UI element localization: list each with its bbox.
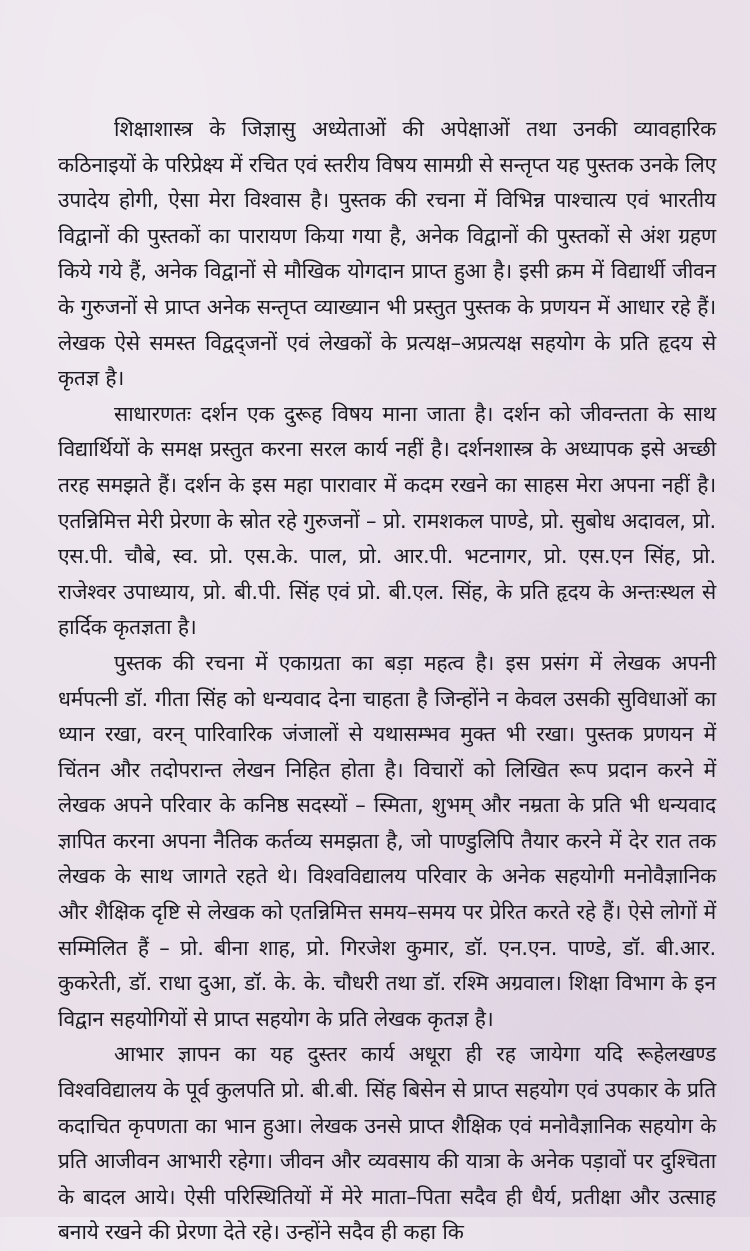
paragraph-2: साधारणतः दर्शन एक दुरूह विषय माना जाता है। दर्शन को जीवन्तता के साथ विद्यार्थियों के समक्ष प्रस्तुत करना सरल कार्य नहीं है। दर्शनशास्त्र के अध्यापक इसे अच्छी तरह समझते हैं। दर्शन के इस महा पारावार में कदम रखने का साहस मेरा अपना नहीं है। एतन्निमित्त मेरी प्रेरणा के स्रोत रहे गुरुजनों – प्रो. रामशकल पाण्डे, प्रो. सुबोध अदावल, प्रो. एस.पी. चौबे, स्व. प्रो. एस.के. पाल, प्रो. आर.पी. भटनागर, प्रो. एस.एन सिंह, प्रो. राजेश्वर उपाध्याय, प्रो. बी.पी. सिंह एवं प्रो. बी.एल. सिंह, के प्रति हृदय के अन्तःस्थल से हार्दिक कृतज्ञता है।	[58, 401, 716, 640]
paragraph-1: शिक्षाशास्त्र के जिज्ञासु अध्येताओं की अपेक्षाओं तथा उनकी व्यावहारिक कठिनाइयों के परिप्रेक्ष्य में रचित एवं स्तरीय विषय सामग्री से सन्तृप्त यह पुस्तक उनके लिए उपादेय होगी, ऐसा मेरा विश्वास है। पुस्तक की रचना में विभिन्न पाश्चात्य एवं भारतीय विद्वानों की पुस्तकों का पारायण किया गया है, अनेक विद्वानों की पुस्तकों से अंश ग्रहण किये गये हैं, अनेक विद्वानों से मौखिक योगदान प्राप्त हुआ है। इसी क्रम में विद्यार्थी जीवन के गुरुजनों से प्राप्त अनेक सन्तृप्त व्याख्यान भी प्रस्तुत पुस्तक के प्रणयन में आधार रहे हैं। लेखक ऐसे समस्त विद्वद्जनों एवं लेखकों के प्रत्यक्ष–अप्रत्यक्ष सहयोग के प्रति हृदय से कृतज्ञ है।	[58, 117, 716, 391]
paragraph-3: पुस्तक की रचना में एकाग्रता का बड़ा महत्व है। इस प्रसंग में लेखक अपनी धर्मपत्नी डॉ. गीता सिंह को धन्यवाद देना चाहता है जिन्होंने न केवल उसकी सुविधाओं का ध्यान रखा, वरन् पारिवारिक जंजालों से यथासम्भव मुक्त भी रखा। पुस्तक प्रणयन में चिंतन और तदोपरान्त लेखन निहित होता है। विचारों को लिखित रूप प्रदान करने में लेखक अपने परिवार के कनिष्ठ सदस्यों – स्मिता, शुभम् और नम्रता के प्रति भी धन्यवाद ज्ञापित करना अपना नैतिक कर्तव्य समझता है, जो पाण्डुलिपि तैयार करने में देर रात तक लेखक के साथ जागते रहते थे। विश्वविद्यालय परिवार के अनेक सहयोगी मनोवैज्ञानिक और शैक्षिक दृष्टि से लेखक को एतन्निमित्त समय–समय पर प्रेरित करते रहे हैं। ऐसे लोगों में सम्मिलित हैं – प्रो. बीना शाह, प्रो. गिरजेश कुमार, डॉ. एन.एन. पाण्डे, डॉ. बी.आर. कुकरेती, डॉ. राधा दुआ, डॉ. के. के. चौधरी तथा डॉ. रश्मि अग्रवाल। शिक्षा विभाग के इन विद्वान सहयोगियों से प्राप्त सहयोग के प्रति लेखक कृतज्ञ है।	[58, 650, 716, 1031]
paragraph-4: आभार ज्ञापन का यह दुस्तर कार्य अधूरा ही रह जायेगा यदि रूहेलखण्ड विश्वविद्यालय के पूर्व कुलपति प्रो. बी.बी. सिंह बिसेन से प्राप्त सहयोग एवं उपकार के प्रति कदाचित कृपणता का भान हुआ। लेखक उनसे प्राप्त शैक्षिक एवं मनोवैज्ञानिक सहयोग के प्रति आजीवन आभारी रहेगा। जीवन और व्यवसाय की यात्रा के अनेक पड़ावों पर दुश्चिता के बादल आये। ऐसी परिस्थितियों में मेरे माता–पिता सदैव ही धैर्य, प्रतीक्षा और उत्साह बनाये रखने की प्रेरणा देते रहे। उन्होंने सदैव ही कहा कि	[58, 1042, 716, 1245]
